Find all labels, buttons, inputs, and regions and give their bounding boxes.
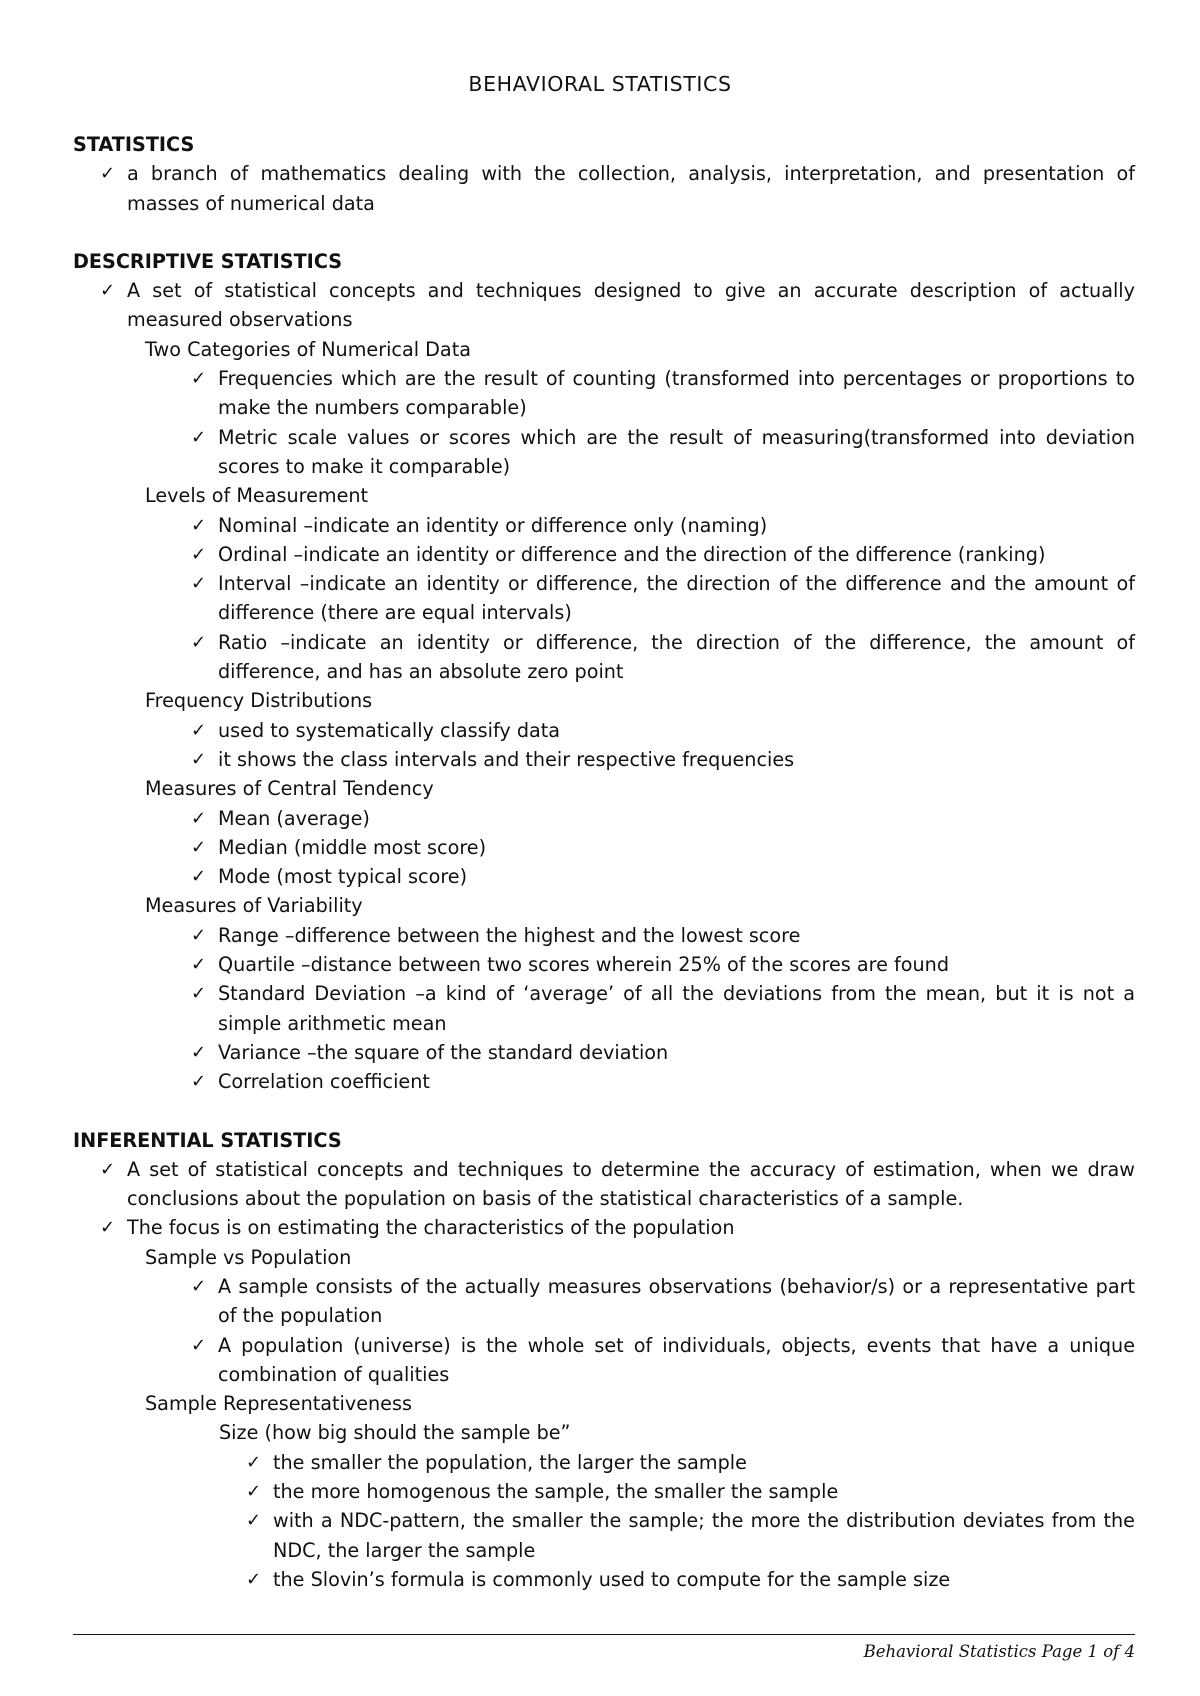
check-icon: ✓: [100, 1158, 116, 1180]
subsection-label: Measures of Central Tendency: [145, 777, 434, 801]
section-heading-statistics: STATISTICS: [73, 133, 195, 156]
check-icon: ✓: [100, 280, 116, 302]
list-item: ✓ A set of statistical concepts and techniques to determine the accuracy of estimation, when we draw conclusions about the population on basis of the statistical characteristics of a sample.: [127, 1155, 1135, 1214]
check-icon: ✓: [191, 514, 207, 536]
list-item: ✓ with a NDC-pattern, the smaller the sample; the more the distribution deviates from the NDC, the larger the sample: [273, 1506, 1135, 1565]
list-item: ✓ Mode (most typical score): [218, 862, 1135, 891]
check-icon: ✓: [191, 1275, 207, 1297]
section-heading-inferential: INFERENTIAL STATISTICS: [73, 1128, 342, 1152]
page-title: BEHAVIORAL STATISTICS: [468, 72, 732, 96]
subsection-label: Sample Representativeness: [145, 1392, 412, 1416]
check-icon: ✓: [191, 543, 207, 565]
check-icon: ✓: [246, 1510, 262, 1532]
check-icon: ✓: [191, 631, 207, 653]
list-item: ✓ the Slovin’s formula is commonly used to compute for the sample size: [273, 1565, 1135, 1594]
section-heading-descriptive: DESCRIPTIVE STATISTICS: [73, 249, 343, 273]
check-icon: ✓: [191, 573, 207, 595]
check-icon: ✓: [191, 368, 207, 390]
page-footer: Behavioral Statistics Page 1 of 4: [863, 1642, 1135, 1661]
check-icon: ✓: [191, 748, 207, 770]
check-icon: ✓: [191, 1334, 207, 1356]
check-icon: ✓: [191, 836, 207, 858]
list-item: ✓ Nominal –indicate an identity or difference only (naming): [218, 511, 1135, 540]
subsection-label: Levels of Measurement: [145, 484, 369, 508]
list-item: ✓ Ratio –indicate an identity or difference, the direction of the difference, the amount of difference, and has an absolute zero point: [218, 628, 1135, 687]
check-icon: ✓: [191, 954, 207, 976]
list-item: ✓ the smaller the population, the larger the sample: [273, 1448, 1135, 1477]
footer-divider: [73, 1634, 1135, 1635]
list-item: ✓ A sample consists of the actually measures observations (behavior/s) or a representative part of the population: [218, 1272, 1135, 1331]
check-icon: ✓: [191, 924, 207, 946]
subsection-label: Two Categories of Numerical Data: [145, 337, 471, 361]
list-item: ✓ the more homogenous the sample, the smaller the sample: [273, 1477, 1135, 1506]
check-icon: ✓: [191, 1041, 207, 1063]
list-item: ✓ A set of statistical concepts and techniques designed to give an accurate description of actually measured observations: [127, 276, 1135, 335]
check-icon: ✓: [100, 163, 116, 185]
list-item: ✓ a branch of mathematics dealing with the collection, analysis, interpretation, and presentation of masses of numerical data: [127, 159, 1135, 218]
list-item: ✓ Standard Deviation –a kind of ‘average’ of all the deviations from the mean, but it is not a simple arithmetic mean: [218, 979, 1135, 1038]
list-item: ✓ Correlation coefficient: [218, 1067, 1135, 1096]
document-body: [73, 130, 1135, 1594]
list-item: ✓ Quartile –distance between two scores wherein 25% of the scores are found: [218, 950, 1135, 979]
list-item: ✓ The focus is on estimating the characteristics of the population: [127, 1213, 1135, 1242]
list-item: ✓ Ordinal –indicate an identity or difference and the direction of the difference (ranking): [218, 540, 1135, 569]
subsection-label: Frequency Distributions: [145, 689, 373, 713]
check-icon: ✓: [246, 1481, 262, 1503]
check-icon: ✓: [100, 1217, 116, 1239]
list-item: ✓ Range –difference between the highest and the lowest score: [218, 921, 1135, 950]
subsection-label: Measures of Variability: [145, 894, 363, 918]
subsection-label: Sample vs Population: [145, 1245, 352, 1269]
check-icon: ✓: [191, 719, 207, 741]
check-icon: ✓: [191, 866, 207, 888]
list-item: ✓ Interval –indicate an identity or difference, the direction of the difference and the amount of difference (there are equal intervals): [218, 569, 1135, 628]
list-item: ✓ A population (universe) is the whole set of individuals, objects, events that have a unique combination of qualities: [218, 1331, 1135, 1390]
check-icon: ✓: [246, 1568, 262, 1590]
list-item: ✓ Variance –the square of the standard deviation: [218, 1038, 1135, 1067]
list-item: ✓ it shows the class intervals and their respective frequencies: [218, 745, 1135, 774]
check-icon: ✓: [191, 807, 207, 829]
check-icon: ✓: [191, 983, 207, 1005]
subsection-sublabel: Size (how big should the sample be”: [219, 1421, 571, 1445]
list-item: ✓ Median (middle most score): [218, 833, 1135, 862]
list-item: ✓ used to systematically classify data: [218, 716, 1135, 745]
check-icon: ✓: [246, 1451, 262, 1473]
check-icon: ✓: [191, 1071, 207, 1093]
check-icon: ✓: [191, 426, 207, 448]
list-item: ✓ Mean (average): [218, 804, 1135, 833]
list-item: ✓ Metric scale values or scores which are the result of measuring(transformed into deviation scores to make it comparable): [218, 423, 1135, 482]
list-item: ✓ Frequencies which are the result of counting (transformed into percentages or proportions to make the numbers comparable): [218, 364, 1135, 423]
